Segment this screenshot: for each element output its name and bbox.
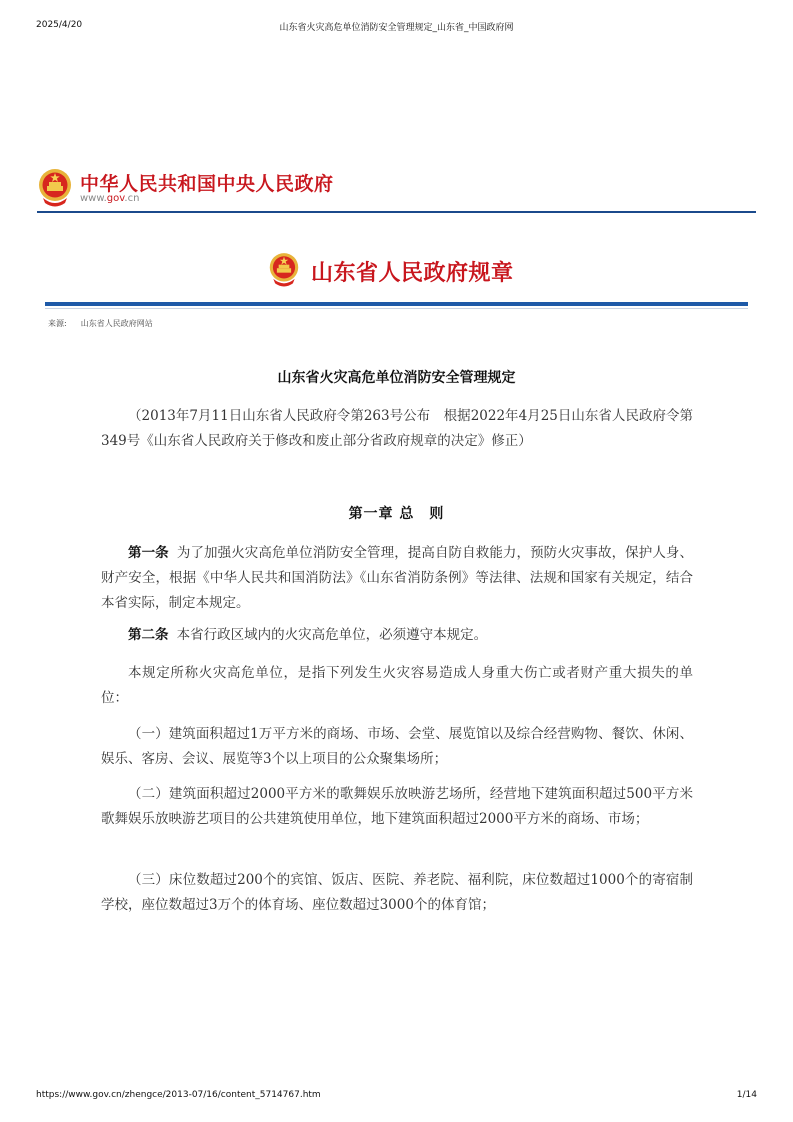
print-date: 2025/4/20	[36, 20, 83, 30]
section-divider-thin	[45, 308, 748, 309]
print-page-title: 山东省火灾高危单位消防安全管理规定_山东省_中国政府网	[279, 23, 514, 33]
site-name[interactable]: 中华人民共和国中央人民政府	[80, 173, 334, 195]
article-2-text: 本省行政区域内的火灾高危单位，必须遵守本规定。	[176, 627, 488, 643]
national-emblem-icon	[37, 168, 73, 208]
list-item-3: （三）床位数超过200个的宾馆、饭店、医院、养老院、福利院，床位数超过1000个的寄宿制学校，座位数超过3万个的体育场、座位数超过3000个的体育馆；	[101, 872, 693, 913]
article-1-text: 为了加强火灾高危单位消防安全管理，提高自防自救能力，预防火灾事故，保护人身、财产安全，根据《中华人民共和国消防法》《山东省消防条例》等法律、法规和国家有关规定，结合本省实际，制定本规定。	[101, 545, 694, 611]
source-line	[48, 318, 153, 329]
paragraph-definition: 本规定所称火灾高危单位，是指下列发生火灾容易造成人身重大伤亡或者财产重大损失的单位：	[101, 665, 693, 706]
list-item-2: （二）建筑面积超过2000平方米的歌舞娱乐放映游艺场所，经营地下建筑面积超过500平方米歌舞娱乐放映游艺项目的公共建筑使用单位，地下建筑面积超过2000平方米的商场、市场；	[101, 786, 693, 827]
page-number: 1/14	[736, 1090, 757, 1100]
site-url-suffix: .cn	[124, 193, 140, 204]
document-title: 山东省火灾高危单位消防安全管理规定	[277, 370, 516, 386]
header-divider	[37, 211, 756, 213]
site-url[interactable]	[80, 193, 139, 204]
source-label: 来源:	[48, 319, 67, 328]
source-value: 山东省人民政府网站	[80, 319, 153, 328]
article-1-label: 第一条	[128, 545, 169, 561]
article-2	[101, 623, 693, 648]
site-url-highlight: gov	[106, 193, 125, 204]
section-divider	[45, 302, 748, 306]
section-title: 山东省人民政府规章	[311, 260, 514, 286]
document-note: （2013年7月11日山东省人民政府令第263号公布 根据2022年4月25日山东省人民政府令第349号《山东省人民政府关于修改和废止部分省政府规章的决定》修正）	[101, 408, 693, 449]
article-1	[101, 541, 693, 616]
print-url[interactable]: https://www.gov.cn/zhengce/2013-07/16/content_5714767.htm	[36, 1090, 321, 1100]
list-item-1: （一）建筑面积超过1万平方米的商场、市场、会堂、展览馆以及综合经营购物、餐饮、休闲、娱乐、客房、会议、展览等3个以上项目的公众聚集场所；	[101, 726, 693, 767]
article-2-label: 第二条	[128, 627, 169, 643]
section-emblem-icon	[268, 252, 300, 288]
site-url-prefix: www.	[80, 193, 107, 204]
chapter-title: 第一章 总 则	[348, 506, 445, 522]
